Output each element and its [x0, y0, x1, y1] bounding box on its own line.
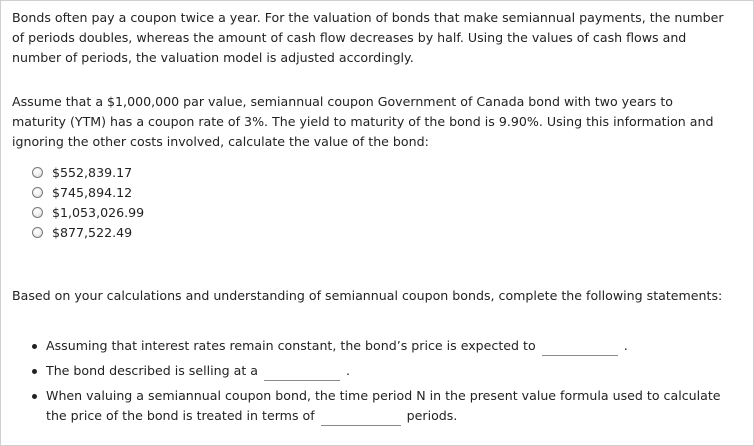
answer-options — [32, 162, 144, 242]
question-paragraph: Assume that a $1,000,000 par value, semiannual coupon Government of Canada bond with two years to maturity (YTM) has a coupon rate of 3%. The yield to maturity of the bond is 9.90%. Using this information and ignoring the other costs involved, calculate the value of the bond: — [12, 94, 714, 149]
answer-option[interactable] — [32, 182, 144, 202]
statement-suffix: . — [345, 363, 350, 378]
time-period-dropdown[interactable] — [321, 410, 401, 426]
answer-option[interactable] — [32, 222, 144, 242]
statement-item — [28, 386, 728, 426]
answer-option-label: $877,522.49 — [52, 224, 133, 240]
statement-list — [28, 336, 728, 426]
radio-button-icon[interactable] — [32, 187, 43, 198]
intro-paragraph: Bonds often pay a coupon twice a year. For the valuation of bonds that make semiannual payments, the number of periods doubles, whereas the amount of cash flow decreases by half. Using the values of cash flows and number of periods, the valuation model is adjusted accordingly. — [12, 10, 724, 65]
statement-suffix: periods. — [406, 408, 458, 423]
statement-text: Assuming that interest rates remain constant, the bond’s price is expected to — [46, 338, 536, 353]
statement-text: When valuing a semiannual coupon bond, the time period N in the present value formula used to calculate the price of the bond is treated in terms of — [46, 388, 721, 423]
answer-option-label: $1,053,026.99 — [52, 204, 145, 220]
answer-option-label: $745,894.12 — [52, 184, 133, 200]
statement-text: The bond described is selling at a — [46, 363, 258, 378]
answer-option[interactable] — [32, 162, 144, 182]
answer-option-label: $552,839.17 — [52, 164, 133, 180]
selling-at-dropdown[interactable] — [264, 365, 340, 381]
bullet-icon — [32, 369, 37, 374]
answer-option[interactable] — [32, 202, 144, 222]
statement-item — [28, 361, 728, 381]
bullet-icon — [32, 394, 37, 399]
price-trend-dropdown[interactable] — [542, 340, 618, 356]
statement-item — [28, 336, 728, 356]
radio-button-icon[interactable] — [32, 207, 43, 218]
statement-suffix: . — [623, 338, 628, 353]
statements-intro: Based on your calculations and understanding of semiannual coupon bonds, complete the following statements: — [12, 288, 723, 303]
radio-button-icon[interactable] — [32, 227, 43, 238]
bullet-icon — [32, 344, 37, 349]
radio-button-icon[interactable] — [32, 167, 43, 178]
